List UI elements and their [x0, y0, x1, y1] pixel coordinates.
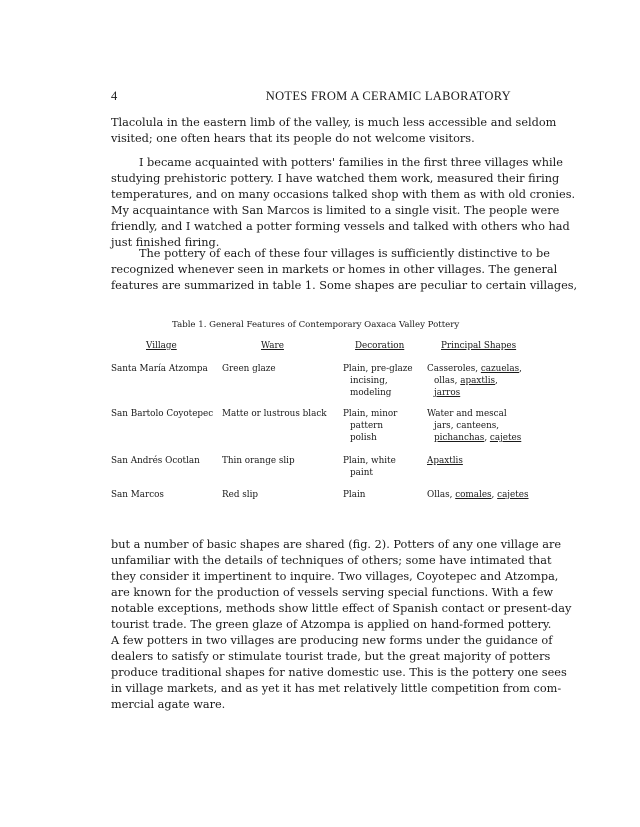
text-seg: Apaxtlis: [427, 456, 463, 466]
text-seg: ollas,: [434, 376, 461, 386]
text-seg: pichanchas: [434, 433, 485, 443]
table-cell-shapes: [427, 455, 463, 467]
paragraph-1: [111, 115, 557, 147]
text-line: notable exceptions, methods show little effect of Spanish contact or present-day: [111, 602, 572, 615]
cell-line: polish: [350, 433, 377, 443]
column-header-decoration: Decoration: [355, 341, 405, 351]
cell-line: pattern: [350, 421, 384, 431]
text-line: recognized whenever seen in markets or homes in other villages. The general: [111, 263, 558, 276]
table-cell-village: San Marcos: [111, 490, 164, 500]
text-seg: jars, canteens,: [434, 421, 500, 431]
table-cell-decoration: [343, 363, 413, 399]
text-line: Tlacolula in the eastern limb of the valley, is much less accessible and seldom: [111, 116, 557, 129]
table-cell-shapes: [427, 489, 529, 501]
cell-line: [427, 432, 521, 444]
cell-line: Plain, pre-glaze: [343, 364, 413, 374]
text-seg: cajetes: [497, 490, 529, 500]
table-cell-village: Santa María Atzompa: [111, 364, 208, 374]
text-seg: jarros: [434, 388, 461, 398]
text-seg: cajetes: [489, 433, 522, 443]
table-caption: Table 1. General Features of Contemporary Oaxaca Valley Pottery: [172, 320, 460, 330]
text-seg: comales: [455, 490, 492, 500]
page-number: 4: [111, 89, 118, 103]
cell-line: Plain, minor: [343, 409, 398, 419]
text-line: are known for the production of vessels serving special functions. With a few: [111, 586, 554, 599]
cell-line: [427, 387, 522, 399]
text-line: in village markets, and as yet it has met relatively little competition from com-: [111, 682, 562, 695]
paragraph-2: [111, 155, 576, 251]
text-line: features are summarized in table 1. Some shapes are peculiar to certain villages,: [111, 279, 578, 292]
cell-line: [427, 420, 521, 432]
table-cell-shapes: [427, 363, 522, 399]
cell-line: [427, 489, 529, 501]
table-cell-decoration: [343, 455, 396, 479]
text-seg: ,: [491, 490, 498, 500]
text-seg: Ollas,: [427, 490, 456, 500]
text-line: dealers to satisfy or stimulate tourist trade, but the great majority of potters: [111, 650, 551, 663]
column-header-village: Village: [146, 341, 177, 351]
text-line: unfamiliar with the details of techniques of others; some have intimated that: [111, 554, 552, 567]
text-line: I became acquainted with potters' families in the first three villages while: [139, 156, 563, 169]
table-cell-ware: Matte or lustrous black: [222, 409, 327, 419]
table-cell-village: San Andrés Ocotlan: [111, 456, 200, 466]
column-header-principal-shapes: Principal Shapes: [441, 341, 517, 351]
table-cell-ware: Red slip: [222, 490, 259, 500]
text-line: produce traditional shapes for native domestic use. This is the pottery one sees: [111, 666, 567, 679]
text-line: tourist trade. The green glaze of Atzompa is applied on hand-formed pottery.: [111, 618, 552, 631]
text-line: visited; one often hears that its people do not welcome visitors.: [111, 132, 475, 145]
text-line: friendly, and I watched a potter forming vessels and talked with others who had: [111, 220, 570, 233]
cell-line: Plain: [343, 490, 366, 500]
table-cell-ware: Thin orange slip: [222, 456, 295, 466]
text-seg: ,: [484, 433, 490, 443]
text-line: they consider it impertinent to inquire. Two villages, Coyotepec and Atzompa,: [111, 570, 559, 583]
cell-line: modeling: [350, 388, 392, 398]
cell-line: paint: [350, 468, 373, 478]
text-seg: apaxtlis: [460, 376, 496, 386]
text-line: My acquaintance with San Marcos is limited to a single visit. The people were: [111, 204, 560, 217]
cell-line: [427, 363, 522, 375]
table-cell-village: San Bartolo Coyotepec: [111, 409, 214, 419]
table-cell-decoration: [343, 408, 397, 444]
text-seg: cazuelas: [480, 364, 520, 374]
table-cell-ware: Green glaze: [222, 364, 276, 374]
paragraph-4: [111, 537, 572, 713]
text-line: but a number of basic shapes are shared (fig. 2). Potters of any one village are: [111, 538, 562, 551]
text-line: temperatures, and on many occasions talked shop with them as with old cronies.: [111, 188, 576, 201]
text-seg: ,: [519, 364, 522, 374]
text-seg: Casseroles,: [427, 364, 481, 374]
cell-line: [427, 375, 522, 387]
text-line: mercial agate ware.: [111, 698, 226, 711]
text-line: The pottery of each of these four villages is sufficiently distinctive to be: [139, 247, 550, 260]
column-header-ware: Ware: [261, 341, 284, 351]
cell-line: [427, 455, 463, 467]
text-seg: ,: [495, 376, 498, 386]
cell-line: Plain, white: [343, 456, 396, 466]
text-seg: Water and mescal: [427, 409, 507, 419]
text-line: studying prehistoric pottery. I have watched them work, measured their firing: [111, 172, 560, 185]
paragraph-3: [111, 246, 578, 294]
text-line: just finished firing.: [111, 236, 220, 249]
table-cell-decoration: [343, 489, 365, 501]
cell-line: incising,: [350, 376, 388, 386]
table-cell-shapes: [427, 408, 521, 444]
cell-line: [427, 408, 521, 420]
text-line: A few potters in two villages are producing new forms under the guidance of: [111, 634, 553, 647]
running-title: NOTES FROM A CERAMIC LABORATORY: [265, 89, 511, 103]
